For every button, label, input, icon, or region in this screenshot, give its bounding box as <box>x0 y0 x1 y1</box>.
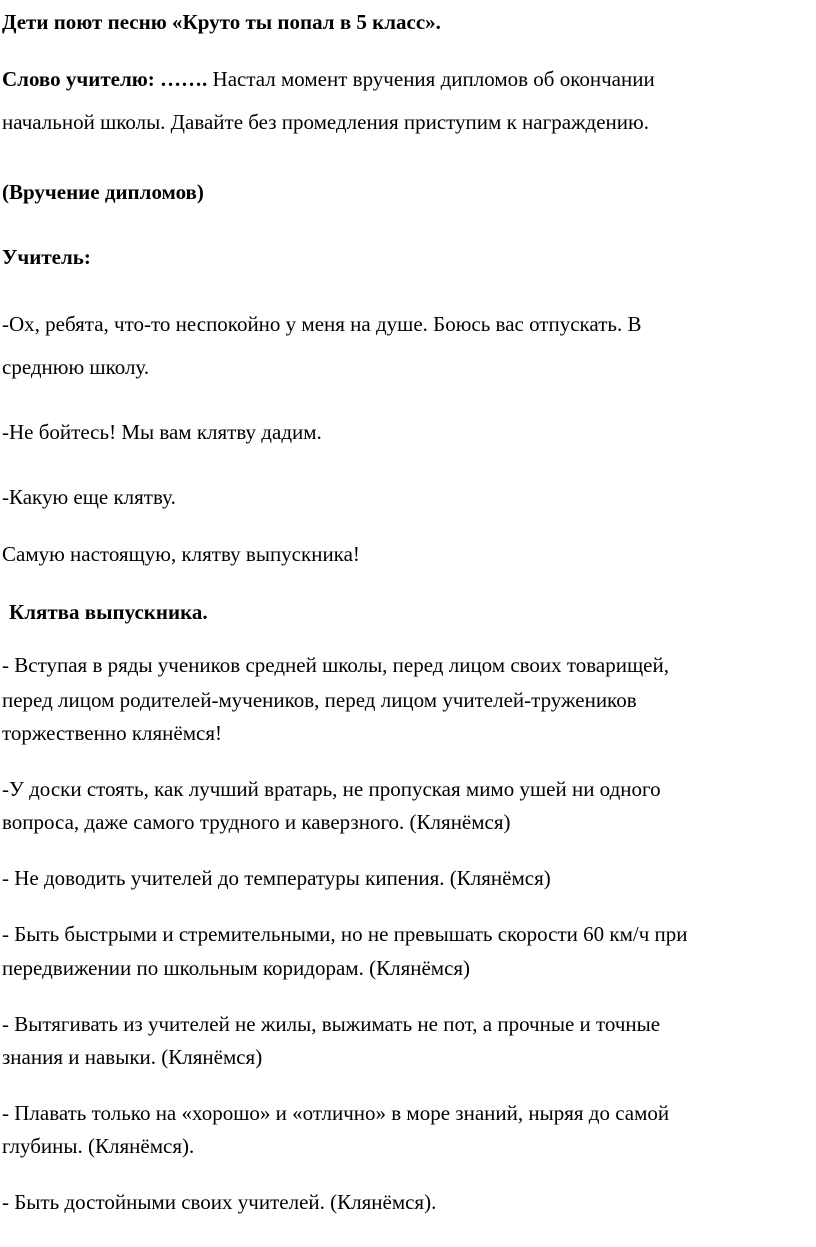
dialog-3: -Какую еще клятву. <box>2 485 176 509</box>
oath-4-line-1: - Быть быстрыми и стремительными, но не превышать скорости 60 км/ч при <box>2 922 688 946</box>
oath-5-line-1: - Вытягивать из учителей не жилы, выжимать не пот, а прочные и точные <box>2 1012 661 1036</box>
oath-6-line-2: глубины. (Клянёмся). <box>2 1134 195 1158</box>
dialog-2: -Не бойтесь! Мы вам клятву дадим. <box>2 420 322 444</box>
dialog-4: Самую настоящую, клятву выпускника! <box>2 542 360 566</box>
teacher-label: Учитель: <box>2 245 91 269</box>
oath-4-line-2: передвижении по школьным коридорам. (Клянёмся) <box>2 956 471 980</box>
teacher-word-text: Настал момент вручения дипломов об окончании <box>207 67 655 91</box>
oath-2-line-1: -У доски стоять, как лучший вратарь, не пропуская мимо ушей ни одного <box>2 777 661 801</box>
teacher-word-label: Слово учителю: ……. <box>2 67 208 91</box>
dialog-1-line-1: -Ох, ребята, что-то неспокойно у меня на душе. Боюсь вас отпускать. В <box>2 312 642 336</box>
oath-1-line-1: - Вступая в ряды учеников средней школы, перед лицом своих товарищей, <box>2 653 669 677</box>
teacher-word-paragraph <box>2 67 802 92</box>
oath-5-line-2: знания и навыки. (Клянёмся) <box>2 1045 263 1069</box>
teacher-word-line-2: начальной школы. Давайте без промедления приступим к награждению. <box>2 110 649 134</box>
oath-2-line-2: вопроса, даже самого трудного и каверзного. (Клянёмся) <box>2 810 511 834</box>
oath-1-line-2: перед лицом родителей-мучеников, перед лицом учителей-тружеников <box>2 688 637 712</box>
oath-7: - Быть достойными своих учителей. (Клянёмся). <box>2 1190 437 1214</box>
oath-3: - Не доводить учителей до температуры кипения. (Клянёмся) <box>2 866 551 890</box>
oath-6-line-1: - Плавать только на «хорошо» и «отлично» в море знаний, ныряя до самой <box>2 1101 670 1125</box>
dialog-1-line-2: среднюю школу. <box>2 355 150 379</box>
diploma-stage-direction: (Вручение дипломов) <box>2 180 204 204</box>
heading: Дети поют песню «Круто ты попал в 5 класс». <box>2 10 441 34</box>
oath-1-line-3: торжественно клянёмся! <box>2 721 222 745</box>
oath-title: Клятва выпускника. <box>9 600 208 624</box>
